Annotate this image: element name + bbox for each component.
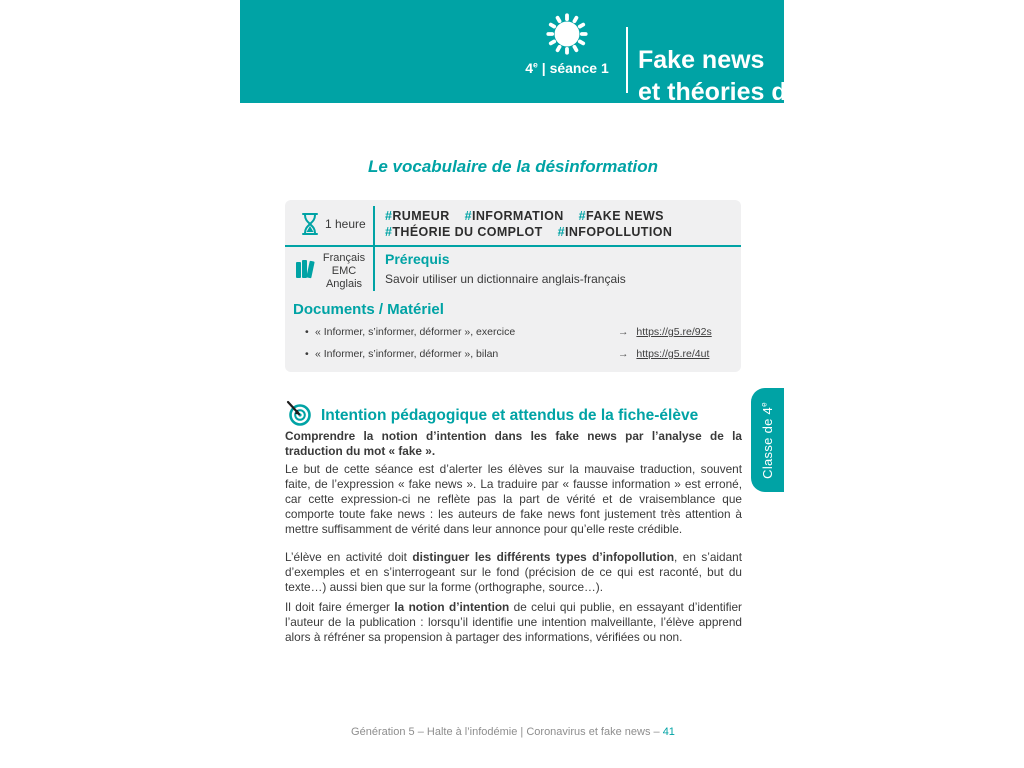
section-title: Intention pédagogique et attendus de la fiche-élève: [321, 407, 699, 424]
footer-text: Génération 5 – Halte à l’infodémie | Coronavirus et fake news –: [351, 726, 663, 738]
subject-list: [313, 252, 375, 291]
page-header-title: [638, 44, 906, 108]
header-title-line1: Fake news: [638, 45, 765, 74]
hashtag-line-1: #RUMEUR #INFORMATION #FAKE NEWS: [385, 209, 664, 223]
classe-side-tab: [751, 388, 784, 492]
classe-side-tab-label: Classe de 4e: [759, 401, 776, 479]
bullet-icon: •: [305, 348, 309, 360]
page-footer: [285, 726, 741, 738]
document-label: « Informer, s’informer, déformer », bilan: [315, 348, 499, 360]
documents-title: Documents / Matériel: [293, 301, 444, 318]
target-icon: [286, 400, 313, 432]
paragraph: Il doit faire émerger la notion d’intention de celui qui publie, en essayant d’identifier l’auteur de la publication : lorsqu’il identifie une intention malveillante, l’élève apprend alors à réfréner sa propension à partager des informations, vérifiées ou non.: [285, 600, 742, 644]
page-number: 41: [662, 726, 675, 738]
header-title-line2: et théories du complot: [638, 77, 907, 106]
info-box: [285, 200, 741, 372]
document-link-wrap: [618, 348, 709, 360]
document-link[interactable]: https://g5.re/92s: [636, 326, 712, 338]
document-link[interactable]: https://g5.re/4ut: [636, 348, 710, 360]
prerequis-title: Prérequis: [385, 251, 450, 267]
bullet-icon: •: [305, 326, 309, 338]
subject-item: Anglais: [325, 278, 363, 290]
subject-item: EMC: [331, 265, 357, 277]
seance-badge-label: 4e | séance 1: [525, 59, 609, 76]
header-divider: [626, 27, 628, 93]
hourglass-icon: [298, 211, 322, 242]
arrow-right-icon: →: [618, 348, 629, 360]
document-label: « Informer, s’informer, déformer », exercice: [315, 326, 516, 338]
hashtag-line-2: #THÉORIE DU COMPLOT #INFOPOLLUTION: [385, 224, 673, 239]
virus-icon: [508, 11, 626, 57]
paragraph: Comprendre la notion d’intention dans les fake news par l’analyse de la traduction du mot « fake ».: [285, 429, 742, 458]
main-text: [285, 429, 742, 645]
infobox-horizontal-divider: [285, 245, 741, 247]
hashtag-block: [385, 209, 687, 240]
subject-item: Français: [322, 252, 366, 264]
duration-label: 1 heure: [325, 217, 366, 231]
document-row: [285, 326, 741, 342]
header-band: [240, 0, 907, 106]
document-row: [285, 348, 741, 364]
document-link-wrap: [618, 326, 712, 338]
arrow-right-icon: →: [618, 326, 629, 338]
seance-badge: [508, 11, 626, 76]
prerequis-text: Savoir utiliser un dictionnaire anglais-français: [385, 272, 626, 286]
paragraph: L’élève en activité doit distinguer les différents types d’infopollution, en s’aidant d’exemples et en s’interrogeant sur le fond (précision de ce qui est raconté, but du texte…) aussi bien que sur la forme (orthographe, source…).: [285, 550, 742, 594]
section-heading: [286, 400, 698, 432]
page-title: Le vocabulaire de la désinformation: [367, 157, 659, 177]
paragraph: Le but de cette séance est d’alerter les élèves sur la mauvaise traduction, souvent faite, de l’expression « fake news ». La traduire par « fausse information » est erroné, car cette expression-ci ne reflète pas la part de vérité et de vraisemblance que comporte toute fake news : les auteurs de fake news font justement très attention à mettre suffisamment de vérité dans leur annonce pour qu’elle reste crédible.: [285, 462, 742, 536]
